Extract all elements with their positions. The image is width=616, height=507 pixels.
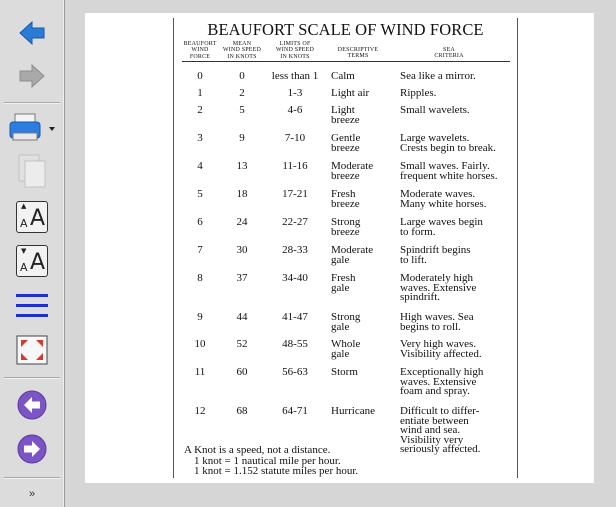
document-viewer[interactable]: [65, 0, 616, 507]
footnote-line: A Knot is a speed, not a distance.: [184, 444, 331, 456]
header-mean-line: WIND SPEED: [222, 47, 262, 54]
cell-criteria-line: Ripples.: [400, 87, 437, 99]
cell-mean: 52: [236, 338, 248, 350]
cell-force: 2: [197, 104, 203, 116]
toolbar-separator: [4, 102, 60, 104]
cell-limits: 56-63: [282, 366, 308, 378]
header-terms: [330, 47, 386, 60]
cell-criteria-line: Visibility very: [400, 433, 464, 446]
cell-mean: 5: [239, 104, 245, 116]
cell-force: 12: [194, 405, 206, 417]
header-rule: [182, 61, 510, 62]
back-arrow-icon: [18, 20, 46, 46]
table-title: BEAUFORT SCALE OF WIND FORCE: [207, 20, 484, 39]
cell-criteria-line: Difficult to differ-: [400, 405, 480, 417]
cell-force: 8: [197, 272, 203, 284]
next-page-button[interactable]: [6, 430, 58, 468]
cell-terms-line: Fresh: [331, 272, 356, 284]
cell-terms-line: gale: [331, 253, 350, 266]
cell-terms-line: breeze: [331, 113, 360, 126]
footnote-line: 1 knot = 1.152 statute miles per hour.: [194, 465, 359, 477]
cell-terms-line: breeze: [331, 197, 360, 210]
copy-pages-button[interactable]: [6, 152, 58, 190]
zoom-out-text-icon: ▼ A A: [16, 245, 48, 277]
cell-criteria-line: frequent white horses.: [400, 169, 498, 182]
header-force: [180, 41, 220, 60]
cell-criteria-line: to lift.: [400, 253, 427, 266]
cell-terms-line: Moderate: [331, 244, 374, 256]
cell-terms-line: Hurricane: [331, 405, 375, 417]
fit-page-icon: [16, 335, 48, 365]
header-limits-line: LIMITS OF: [279, 41, 311, 47]
header-criteria: [414, 47, 484, 60]
copy-pages-icon: [15, 153, 49, 189]
back-button[interactable]: [6, 14, 58, 52]
cell-criteria-line: Small waves. Fairly.: [400, 160, 490, 172]
cell-force: 11: [194, 366, 206, 378]
cell-criteria-line: Small wavelets.: [400, 104, 470, 116]
footnote: [184, 445, 358, 477]
cell-criteria-line: Many white horses.: [400, 197, 487, 210]
cell-mean: 24: [236, 216, 248, 228]
cell-criteria-line: Exceptionally high: [400, 366, 484, 378]
header-criteria-line: SEA: [443, 47, 455, 53]
footnote-line: 1 knot = 1 nautical mile per hour.: [194, 454, 341, 467]
cell-terms-line: Light air: [331, 87, 370, 99]
cell-criteria-line: begins to roll.: [400, 320, 461, 333]
cell-criteria-line: Visibility affected.: [400, 347, 482, 360]
cell-force: 0: [197, 70, 203, 82]
zoom-out-text-button[interactable]: [6, 242, 58, 280]
header-mean-line: MEAN: [232, 41, 252, 47]
cell-mean: 13: [236, 160, 248, 172]
menu-lines-icon: [15, 291, 49, 321]
cell-limits: less than 1: [271, 70, 319, 82]
header-terms-line: DESCRIPTIVE: [337, 47, 379, 53]
cell-terms-line: breeze: [331, 141, 360, 154]
cell-criteria-line: Moderate waves.: [400, 188, 476, 200]
next-page-icon: [16, 433, 48, 465]
cell-criteria-line: entiate between: [400, 414, 469, 427]
toolbar-overflow-button[interactable]: »: [28, 488, 36, 500]
cell-criteria-line: to form.: [400, 225, 436, 238]
cell-terms-line: Strong: [331, 311, 361, 323]
cell-limits: 48-55: [282, 338, 308, 350]
cell-mean: 9: [239, 132, 245, 144]
cell-force: 9: [197, 311, 203, 323]
previous-page-icon: [16, 389, 48, 421]
cell-terms-line: breeze: [331, 225, 360, 238]
header-limits: [268, 41, 322, 60]
cell-force: 6: [197, 216, 203, 228]
cell-terms-line: Moderate: [331, 160, 374, 172]
cell-criteria-line: Very high waves.: [400, 338, 477, 350]
cell-criteria-line: Moderately high: [400, 272, 474, 284]
header-limits-line: WIND SPEED: [275, 47, 315, 54]
cell-limits: 1-3: [287, 87, 303, 99]
cell-criteria-line: Spindrift begins: [400, 244, 471, 256]
cell-criteria-line: Large waves begin: [400, 216, 483, 228]
header-force-line: WIND: [191, 47, 209, 54]
cell-limits: 34-40: [282, 272, 308, 284]
header-force-line: BEAUFORT: [183, 41, 217, 47]
print-button[interactable]: [2, 109, 62, 147]
cell-terms-line: gale: [331, 281, 350, 294]
cell-criteria-line: wind and sea.: [400, 424, 461, 437]
cell-criteria-line: Sea like a mirror.: [400, 70, 476, 82]
cell-limits: 17-21: [282, 188, 308, 200]
toolbar-separator: [4, 477, 60, 479]
cell-mean: 37: [236, 272, 248, 284]
print-icon: [7, 111, 57, 145]
cell-terms-line: breeze: [331, 169, 360, 182]
header-terms-line: TERMS: [347, 53, 369, 60]
cell-mean: 60: [236, 366, 248, 378]
cell-force: 10: [194, 338, 206, 350]
cell-force: 5: [197, 188, 203, 200]
cell-criteria-line: High waves. Sea: [400, 311, 474, 323]
toolbar-separator: [4, 377, 60, 379]
cell-criteria-line: Crests begin to break.: [400, 141, 496, 154]
cell-limits: 4-6: [287, 104, 303, 116]
cell-terms-line: gale: [331, 347, 350, 360]
cell-force: 1: [197, 87, 203, 99]
cell-mean: 68: [236, 405, 248, 417]
header-mean-line: IN KNOTS: [227, 53, 257, 60]
cell-mean: 18: [236, 188, 248, 200]
cell-limits: 11-16: [282, 160, 308, 172]
document-page: [85, 13, 594, 483]
header-limits-line: IN KNOTS: [280, 53, 310, 60]
cell-terms-line: Storm: [331, 366, 358, 378]
menu-button[interactable]: [6, 287, 58, 325]
cell-mean: 30: [236, 244, 248, 256]
cell-criteria-line: spindrift.: [400, 291, 441, 304]
cell-limits: 64-71: [282, 405, 308, 417]
cell-terms-line: Light: [331, 104, 355, 116]
beaufort-table: [173, 18, 518, 478]
zoom-in-text-button[interactable]: [6, 198, 58, 236]
cell-mean: 44: [236, 311, 248, 323]
header-force-line: FORCE: [189, 53, 211, 60]
cell-terms-line: Calm: [331, 70, 355, 82]
cell-terms-line: Strong: [331, 216, 361, 228]
cell-terms-line: Whole: [331, 338, 361, 350]
cell-criteria-line: Large wavelets.: [400, 132, 470, 144]
cell-criteria-line: waves. Extensive: [400, 281, 477, 294]
cell-criteria-line: waves. Extensive: [400, 375, 477, 388]
previous-page-button[interactable]: [6, 386, 58, 424]
cell-criteria-line: seriously affected.: [400, 443, 481, 456]
fit-page-button[interactable]: [6, 331, 58, 369]
forward-arrow-icon: [18, 63, 46, 89]
cell-limits: 41-47: [282, 311, 308, 323]
cell-limits: 22-27: [282, 216, 308, 228]
forward-button[interactable]: [6, 57, 58, 95]
cell-mean: 2: [239, 87, 245, 99]
cell-limits: 7-10: [284, 132, 306, 144]
cell-criteria-line: foam and spray.: [400, 385, 470, 398]
cell-force: 4: [197, 160, 203, 172]
header-criteria-line: CRITERIA: [434, 53, 464, 60]
cell-limits: 28-33: [282, 244, 308, 256]
cell-mean: 0: [239, 70, 245, 82]
cell-force: 7: [197, 244, 203, 256]
cell-terms-line: gale: [331, 320, 350, 333]
cell-terms-line: Gentle: [331, 132, 361, 144]
cell-force: 3: [197, 132, 203, 144]
side-toolbar: [0, 0, 65, 507]
cell-terms-line: Fresh: [331, 188, 356, 200]
header-mean: [222, 41, 262, 60]
zoom-in-text-icon: ▲ A A: [16, 201, 48, 233]
